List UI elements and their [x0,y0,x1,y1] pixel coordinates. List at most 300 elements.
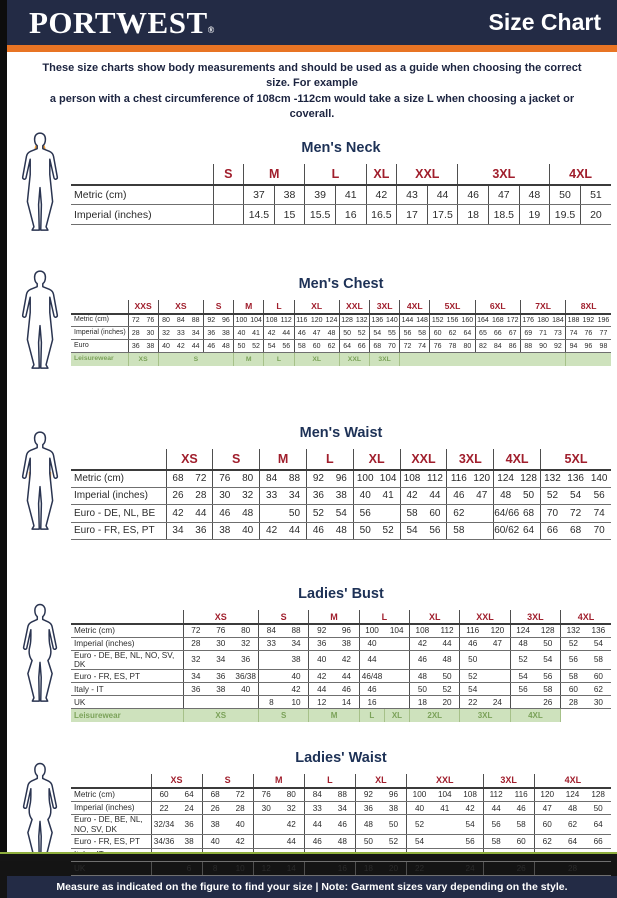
table-cell: 33 [173,327,188,340]
table-cell: 80 [279,788,305,802]
table-cell: 48 [410,670,435,683]
table-cell [470,505,493,523]
table-cell: 44 [304,815,330,835]
table-cell: 30 [586,696,611,709]
table-cell: 64 [177,788,203,802]
table-cell: 64 [517,522,540,540]
table-cell [485,670,510,683]
row-label: Euro - DE, NL, BE [71,505,166,523]
table-cell: 62 [586,683,611,696]
table-cell: 38 [219,327,234,340]
table-cell: 148 [415,314,430,327]
table-cell: 43 [397,185,428,205]
table-row [71,624,611,637]
leisure-cell [566,353,611,366]
table-cell: 40 [234,327,249,340]
table-cell [384,650,409,670]
table-cell: 46 [306,522,329,540]
table-cell: 46 [213,505,236,523]
table-cell: 100 [406,788,432,802]
table-cell: 92 [355,788,381,802]
table-cell: 48 [324,327,339,340]
table-cell: 74 [566,327,581,340]
table-cell: 22 [151,801,177,815]
table-cell: 60 [509,835,535,849]
table-cell: 50 [585,801,611,815]
size-header: S [202,774,253,788]
table-cell: 80 [158,314,173,327]
table-cell: 73 [551,327,566,340]
table-cell [213,205,244,225]
row-label: Italy - IT [71,683,183,696]
section-title-mens-chest: Men's Chest [298,275,384,292]
table-cell: 40 [236,522,259,540]
table-row [71,487,611,505]
leisure-cell: XL [294,353,339,366]
table-cell: 48 [435,650,460,670]
table-cell: 124 [324,314,339,327]
table-cell: 24 [485,696,510,709]
table-cell: 132 [541,470,564,488]
table-cell: 58 [415,327,430,340]
mens-waist-table [71,449,611,541]
brand-text: PORTWEST [29,5,208,40]
table-cell: 33 [304,801,330,815]
table-row [71,788,611,802]
table-cell: 120 [534,788,560,802]
table-cell: 56 [400,327,415,340]
table-cell: 88 [283,470,306,488]
table-cell: 34/36 [151,835,177,849]
table-cell: 136 [370,314,385,327]
table-cell: 42 [173,340,188,353]
table-cell: 39 [305,185,336,205]
table-cell [208,696,233,709]
table-cell: 24 [458,862,484,876]
leisure-cell: L [359,709,384,722]
row-label: UK [71,862,151,876]
table-cell: 88 [520,340,535,353]
table-cell: 116 [294,314,309,327]
table-cell: 72 [228,788,254,802]
table-cell: 30 [143,327,158,340]
table-cell: 80 [233,624,258,637]
size-header-row [71,449,611,470]
table-cell: 54 [330,505,353,523]
table-area-mens-neck [71,140,611,226]
size-header: XXL [460,610,510,624]
table-cell [260,505,283,523]
table-cell: 144 [400,314,415,327]
table-cell: 86 [505,340,520,353]
table-cell: 36 [128,340,143,353]
table-cell: 90 [536,340,551,353]
table-cell [259,670,284,683]
table-cell: 38 [334,637,359,650]
table-cell: 38 [330,487,353,505]
table-cell: 28 [228,801,254,815]
table-cell: 64 [585,815,611,835]
table-cell: 56 [279,340,294,353]
table-cell: 96 [334,624,359,637]
table-cell: 36 [189,522,212,540]
table-row [71,340,611,353]
row-label: Euro [71,340,128,353]
table-cell: 74 [415,340,430,353]
table-cell: 28 [561,696,586,709]
size-header: L [306,449,353,470]
table-cell: 8 [259,696,284,709]
table-cell: 94 [566,340,581,353]
table-cell: 32 [279,801,305,815]
row-label: Euro - FR, ES, PT [71,522,166,540]
table-cell: 54 [370,327,385,340]
table-cell: 48 [330,835,356,849]
table-cell: 20 [580,205,611,225]
table-cell: 44 [423,487,446,505]
table-cell: 70 [587,522,611,540]
table-cell: 50 [381,815,407,835]
table-cell: 54 [564,487,587,505]
table-cell: 172 [505,314,520,327]
table-cell: 16 [335,205,366,225]
table-cell: 34 [183,670,208,683]
table-cell: 38 [274,185,305,205]
leisure-cell: XL [384,709,409,722]
table-cell: 56 [561,650,586,670]
table-cell: 28 [183,637,208,650]
table-cell [470,522,493,540]
table-cell [213,185,244,205]
table-cell: 70 [385,340,400,353]
size-header: 3XL [458,164,550,185]
row-label: Euro - FR, ES, PT [71,835,151,849]
table-cell: 76 [253,788,279,802]
table-cell: 64 [460,327,475,340]
table-cell: 14.5 [244,205,275,225]
table-cell: 40 [406,801,432,815]
table-cell: 78 [445,340,460,353]
table-cell: 46 [334,683,359,696]
table-cell: 52 [306,505,329,523]
brand-logo [29,7,215,38]
table-cell: 136 [586,624,611,637]
table-cell: 32 [158,327,173,340]
row-label: Euro - DE, BE, NL, NO, SV, DK [71,650,183,670]
size-header: 7XL [520,300,565,314]
table-cell: 16 [359,696,384,709]
table-cell: 96 [381,788,407,802]
size-header-row [71,164,611,185]
row-label: Imperial (inches) [71,327,128,340]
row-label: Metric (cm) [71,624,183,637]
table-cell [259,650,284,670]
table-cell: 54 [406,835,432,849]
table-cell: 156 [445,314,460,327]
table-cell: 140 [587,470,611,488]
table-cell: 58 [483,835,509,849]
table-cell: 80 [236,470,259,488]
accent-bar [7,45,617,52]
size-header: XL [353,449,400,470]
table-cell: 38 [208,683,233,696]
size-header: M [234,300,264,314]
table-cell: 120 [309,314,324,327]
table-cell [384,670,409,683]
table-cell: 72 [564,505,587,523]
table-cell [432,862,458,876]
table-cell: 120 [485,624,510,637]
table-cell: 28 [560,862,586,876]
table-cell: 68 [166,470,189,488]
table-cell: 42 [264,327,279,340]
table-row [71,314,611,327]
table-cell: 52 [381,835,407,849]
table-cell: 68 [202,788,228,802]
table-row [71,470,611,488]
table-cell: 36 [233,650,258,670]
row-label: Metric (cm) [71,185,213,205]
size-header: S [213,164,244,185]
table-cell: 96 [330,470,353,488]
table-cell: 100 [353,470,376,488]
table-cell: 104 [249,314,264,327]
table-cell: 50 [234,340,249,353]
table-cell: 17.5 [427,205,458,225]
table-cell: 28 [189,487,212,505]
table-cell: 30 [213,487,236,505]
size-header: 6XL [475,300,520,314]
table-cell: 32 [236,487,259,505]
row-label: Metric (cm) [71,470,166,488]
size-header: S [213,449,260,470]
leisure-cell [400,353,566,366]
table-cell: 42 [284,683,309,696]
table-cell: 88 [284,624,309,637]
table-cell: 36 [355,801,381,815]
table-cell: 42 [458,801,484,815]
table-cell: 19 [519,205,550,225]
table-cell: 58 [294,340,309,353]
table-cell: 76 [213,470,236,488]
leisure-cell: 4XL [510,709,560,722]
table-cell: 36 [183,683,208,696]
table-cell: 84 [260,470,283,488]
table-cell: 48 [355,815,381,835]
table-cell: 54 [535,650,560,670]
table-cell: 98 [596,340,611,353]
table-cell: 96 [219,314,234,327]
table-cell: 47 [534,801,560,815]
table-cell: 41 [335,185,366,205]
table-cell: 92 [551,340,566,353]
table-cell: 132 [561,624,586,637]
size-header: 3XL [447,449,494,470]
table-cell: 140 [385,314,400,327]
table-cell: 60 [151,788,177,802]
table-cell: 40 [158,340,173,353]
table-cell: 47 [309,327,324,340]
table-cell: 52 [377,522,400,540]
table-cell: 50 [435,670,460,683]
size-header: 3XL [510,610,560,624]
row-label: Leisurewear [71,353,128,366]
table-cell: 84 [173,314,188,327]
table-cell: 54 [586,637,611,650]
table-cell: 48 [330,522,353,540]
table-cell: 60 [430,327,445,340]
table-cell: 68 [564,522,587,540]
table-cell: 46 [330,815,356,835]
table-cell: 10 [284,696,309,709]
table-cell: 42 [309,670,334,683]
table-cell: 52 [460,670,485,683]
figure-female-bust-icon [9,602,71,706]
table-cell [384,683,409,696]
table-cell: 44 [279,327,294,340]
table-cell: 26 [166,487,189,505]
table-cell [253,815,279,835]
leisure-cell: S [158,353,233,366]
table-cell: 44 [309,683,334,696]
table-cell: 124 [560,788,586,802]
table-cell: 72 [183,624,208,637]
table-cell: 36 [203,327,218,340]
size-header: M [253,774,304,788]
table-cell: 10 [228,862,254,876]
size-header: XL [366,164,397,185]
table-cell [253,835,279,849]
table-cell: 84 [490,340,505,353]
size-header-row [71,610,611,624]
table-cell: 34 [284,637,309,650]
table-cell: 50 [550,185,581,205]
table-cell: 40 [202,835,228,849]
size-header: 5XL [541,449,612,470]
left-edge-strip [0,0,7,861]
mens-neck-table [71,164,611,226]
size-header: 4XL [561,610,611,624]
table-cell: 56 [587,487,611,505]
table-cell [384,696,409,709]
table-cell: 66 [354,340,369,353]
table-cell [304,862,330,876]
figure-female-waist-icon [9,761,71,865]
table-cell: 18 [410,696,435,709]
table-cell: 176 [520,314,535,327]
table-row [71,815,611,835]
table-cell [384,637,409,650]
table-cell: 128 [517,470,540,488]
table-cell: 46 [359,683,384,696]
table-row [71,522,611,540]
table-cell: 132 [354,314,369,327]
table-cell: 68 [517,505,540,523]
table-cell: 30 [208,637,233,650]
table-cell: 50 [355,835,381,849]
table-cell: 48 [560,801,586,815]
document [7,0,617,893]
size-header: L [304,774,355,788]
table-cell: 192 [581,314,596,327]
size-header: S [203,300,233,314]
size-header: 4XL [550,164,611,185]
table-cell [432,835,458,849]
table-cell: 116 [509,788,535,802]
table-cell: 12 [253,862,279,876]
table-cell: 60/62 [494,522,517,540]
table-cell: 40 [353,487,376,505]
table-cell: 54 [400,522,423,540]
size-header: XXL [400,449,447,470]
table-cell: 52 [435,683,460,696]
table-cell [485,650,510,670]
page-title: Size Chart [488,9,601,35]
size-header: M [260,449,307,470]
table-cell: 26 [535,696,560,709]
table-cell: 34 [283,487,306,505]
table-cell: 112 [423,470,446,488]
table-cell: 41 [249,327,264,340]
table-cell: 8 [202,862,228,876]
table-cell: 15 [274,205,305,225]
table-cell: 17 [397,205,428,225]
table-cell: 40 [284,670,309,683]
table-cell: 50 [460,650,485,670]
table-cell: 104 [377,470,400,488]
leisure-cell: M [309,709,359,722]
table-cell: 34 [188,327,203,340]
table-cell: 44 [483,801,509,815]
table-cell: 56 [483,815,509,835]
table-cell: 44 [279,835,305,849]
table-cell: 15.5 [305,205,336,225]
footer-note: Measure as indicated on the figure to find your size | Note: Garment sizes vary depending on the style. [7,876,617,898]
table-cell: 67 [505,327,520,340]
table-cell: 6 [177,862,203,876]
table-cell: 70 [541,505,564,523]
table-cell: 100 [234,314,249,327]
section-title-ladies-bust: Ladies' Bust [298,586,384,603]
table-cell: 47 [488,185,519,205]
table-cell: 44 [435,637,460,650]
table-cell: 76 [430,340,445,353]
table-cell: 19.5 [550,205,581,225]
table-cell: 72 [189,470,212,488]
table-cell: 41 [377,487,400,505]
table-cell: 26 [509,862,535,876]
table-cell: 52 [406,815,432,835]
table-cell: 112 [483,788,509,802]
table-cell: 48 [510,637,535,650]
size-header: M [309,610,359,624]
table-cell [233,696,258,709]
table-cell: 14 [334,696,359,709]
table-cell: 18.5 [488,205,519,225]
table-cell [510,696,535,709]
table-cell: 30 [253,801,279,815]
leisure-cell: 3XL [370,353,400,366]
table-cell: 55 [385,327,400,340]
table-cell: 108 [458,788,484,802]
table-cell: 48 [494,487,517,505]
table-cell: 77 [596,327,611,340]
row-label: Imperial (inches) [71,205,213,225]
table-cell: 47 [485,637,510,650]
table-cell: 66 [541,522,564,540]
row-label: UK [71,696,183,709]
table-cell: 38 [213,522,236,540]
